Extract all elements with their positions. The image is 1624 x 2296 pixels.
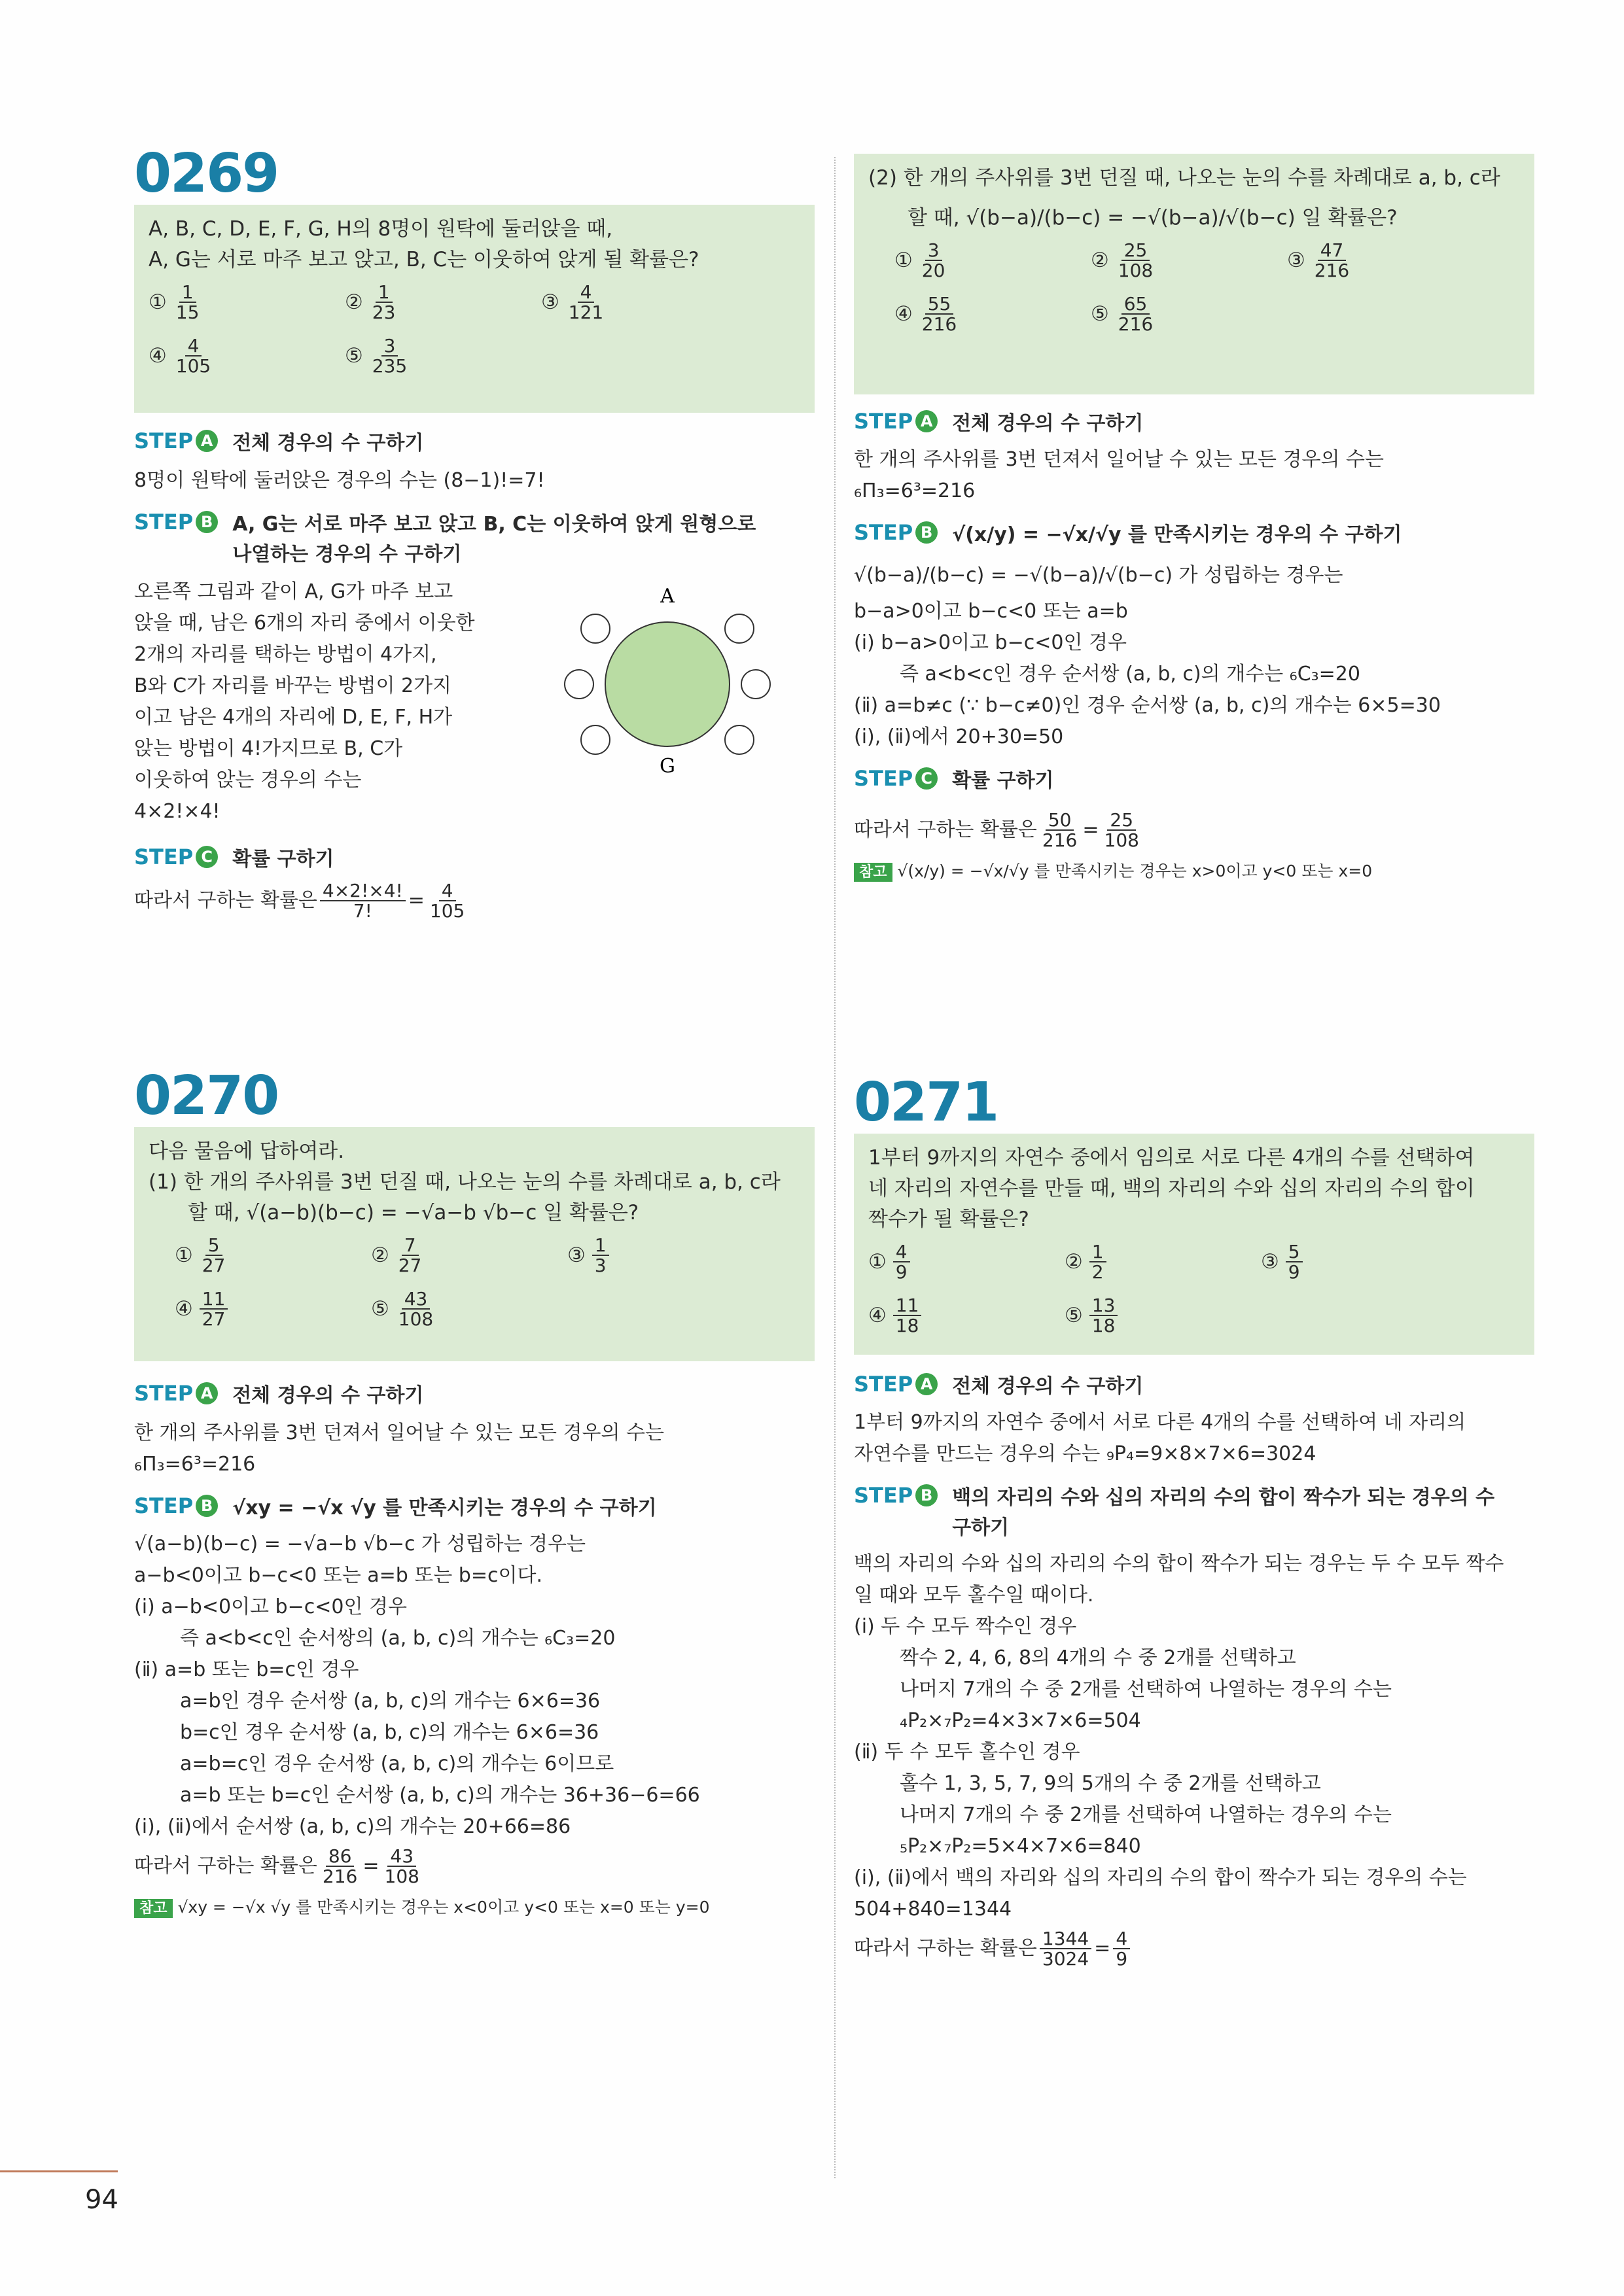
result-line: 따라서 구하는 확률은 $\frac{4\times 2!\times 4!}{7!}$ = $\frac{4}{105}$ bbox=[134, 880, 465, 922]
step-title: 전체 경우의 수 구하기 bbox=[952, 412, 1144, 435]
step-title: 전체 경우의 수 구하기 bbox=[952, 1375, 1144, 1398]
step-body: 앉는 방법이 4!가지므로 B, C가 bbox=[134, 737, 403, 760]
step-body: a−b<0이고 b−c<0 또는 a=b 또는 b=c이다. bbox=[134, 1564, 542, 1587]
note-text: √(x/y) = −√x/√y 를 만족시키는 경우는 x>0이고 y<0 또는 x=0 bbox=[897, 861, 1373, 880]
step-title: 전체 경우의 수 구하기 bbox=[232, 432, 424, 455]
step-title: 백의 자리의 수와 십의 자리의 수의 합이 짝수가 되는 경우의 수 구하기 bbox=[952, 1486, 1495, 1539]
step-title: A, G는 서로 마주 보고 앉고 B, C는 이웃하여 앉게 원형으로 나열하는 경우의 수 구하기 bbox=[232, 513, 756, 566]
step-c-icon: C bbox=[196, 846, 218, 868]
step-c: STEP C 확률 구하기 bbox=[134, 844, 815, 875]
step-body: (ⅱ) a=b 또는 b=c인 경우 bbox=[134, 1658, 359, 1681]
choice-1[interactable]: ① $\frac{5}{27}$ bbox=[175, 1234, 226, 1276]
step-title: √(x/y) = −√x/√y 를 만족시키는 경우의 수 구하기 bbox=[952, 523, 1402, 546]
note-tag: 참고 bbox=[134, 1899, 173, 1918]
seat bbox=[725, 725, 754, 754]
choice-4[interactable]: ④ $\frac{4}{105}$ bbox=[149, 334, 211, 377]
step-body: b=c인 경우 순서쌍 (a, b, c)의 개수는 6×6=36 bbox=[180, 1721, 599, 1744]
problem-0269 bbox=[134, 143, 815, 922]
left-column bbox=[134, 143, 815, 1917]
seat-label-top: A bbox=[660, 585, 675, 608]
note-tag: 참고 bbox=[854, 863, 892, 882]
step-body: 앉을 때, 남은 6개의 자리 중에서 이웃한 bbox=[134, 612, 475, 635]
result-line: 따라서 구하는 확률은 $\frac{50}{216}$ = $\frac{25}{108}$ bbox=[854, 809, 1139, 852]
step-body: 백의 자리의 수와 십의 자리의 수의 합이 짝수가 되는 경우는 두 수 모두 짝수 bbox=[854, 1552, 1504, 1575]
question-box bbox=[854, 154, 1534, 394]
choice-5[interactable]: ⑤ $\frac{3}{235}$ bbox=[345, 334, 408, 377]
step-body: 나머지 7개의 수 중 2개를 선택하여 나열하는 경우의 수는 bbox=[900, 1803, 1392, 1826]
footer-rule bbox=[0, 2170, 118, 2172]
step-body: 즉 a<b<c인 경우 순서쌍 (a, b, c)의 개수는 ₆C₃=20 bbox=[900, 663, 1360, 686]
step-body: (ⅰ), (ⅱ)에서 20+30=50 bbox=[854, 725, 1064, 748]
round-table bbox=[605, 622, 730, 746]
step-c-icon: C bbox=[915, 767, 938, 790]
step-body: ₄P₂×₇P₂=4×3×7×6=504 bbox=[900, 1709, 1141, 1732]
choice-5[interactable]: ⑤ $\frac{43}{108}$ bbox=[371, 1287, 434, 1330]
step-body: 짝수 2, 4, 6, 8의 4개의 수 중 2개를 선택하고 bbox=[900, 1646, 1296, 1669]
step-body: 8명이 원탁에 둘러앉은 경우의 수는 (8−1)!=7! bbox=[134, 469, 545, 492]
question-line: 짝수가 될 확률은? bbox=[868, 1208, 1029, 1231]
seat bbox=[741, 670, 770, 699]
question-line: 다음 물음에 답하여라. bbox=[149, 1139, 345, 1163]
step-a: STEP A 전체 경우의 수 구하기 bbox=[854, 1372, 1534, 1402]
step-b: STEP B 백의 자리의 수와 십의 자리의 수의 합이 짝수가 되는 경우의 수 구하기 bbox=[854, 1483, 1534, 1543]
step-b: STEP B √xy = −√x √y 를 만족시키는 경우의 수 구하기 bbox=[134, 1493, 815, 1523]
question-line: A, G는 서로 마주 보고 앉고, B, C는 이웃하여 앉게 될 확률은? bbox=[149, 248, 699, 271]
step-a: STEP A 전체 경우의 수 구하기 bbox=[134, 428, 815, 459]
right-column bbox=[854, 147, 1534, 1970]
choice-5[interactable]: ⑤ $\frac{65}{216}$ bbox=[1091, 292, 1154, 335]
step-body: (ⅱ) 두 수 모두 홀수인 경우 bbox=[854, 1741, 1080, 1764]
result-line: 따라서 구하는 확률은 $\frac{1344}{3024}$ = $\frac{4}{9}$ bbox=[854, 1929, 1534, 1969]
step-b-icon: B bbox=[915, 1484, 938, 1506]
problem-0271 bbox=[854, 1071, 1534, 1970]
choice-1[interactable]: ① $\frac{1}{15}$ bbox=[149, 281, 200, 323]
step-body: 일 때와 모두 홀수일 때이다. bbox=[854, 1584, 1094, 1607]
question-line: 1부터 9까지의 자연수 중에서 임의로 서로 다른 4개의 수를 선택하여 bbox=[868, 1146, 1475, 1170]
step-body: √(a−b)(b−c) = −√a−b √b−c 가 성립하는 경우는 bbox=[134, 1533, 586, 1556]
step-body: 나머지 7개의 수 중 2개를 선택하여 나열하는 경우의 수는 bbox=[900, 1678, 1392, 1701]
step-body: 홀수 1, 3, 5, 7, 9의 5개의 수 중 2개를 선택하고 bbox=[900, 1772, 1321, 1795]
choice-3[interactable]: ③ $\frac{4}{121}$ bbox=[541, 281, 604, 323]
step-body: 한 개의 주사위를 3번 던져서 일어날 수 있는 모든 경우의 수는 bbox=[854, 448, 1384, 471]
step-a: STEP A 전체 경우의 수 구하기 bbox=[134, 1381, 815, 1411]
step-body: b−a>0이고 b−c<0 또는 a=b bbox=[854, 600, 1128, 623]
seat bbox=[725, 614, 754, 643]
step-body: 4×2!×4! bbox=[134, 800, 221, 823]
step-body: (ⅰ), (ⅱ)에서 백의 자리와 십의 자리의 수의 합이 짝수가 되는 경우의 수는 bbox=[854, 1866, 1467, 1889]
step-body: 오른쪽 그림과 같이 A, G가 마주 보고 bbox=[134, 580, 453, 603]
step-b-icon: B bbox=[915, 521, 938, 544]
choice-3[interactable]: ③ $\frac{5}{9}$ bbox=[1261, 1242, 1457, 1282]
step-body: ₆Π₃=6³=216 bbox=[854, 479, 976, 502]
note bbox=[854, 858, 1534, 886]
choice-3[interactable]: ③ $\frac{1}{3}$ bbox=[567, 1236, 764, 1276]
question-line: 할 때, √(b−a)/(b−c) = −√(b−a)/√(b−c) 일 확률은? bbox=[908, 206, 1398, 230]
choices bbox=[149, 275, 800, 383]
step-a-icon: A bbox=[915, 410, 938, 432]
step-body: a=b인 경우 순서쌍 (a, b, c)의 개수는 6×6=36 bbox=[180, 1690, 601, 1713]
step-title: 확률 구하기 bbox=[232, 848, 334, 871]
step-body: ₆Π₃=6³=216 bbox=[134, 1453, 256, 1476]
choices bbox=[868, 234, 1520, 341]
question-box bbox=[134, 205, 815, 413]
question-box bbox=[854, 1134, 1534, 1355]
problem-number: 0270 bbox=[134, 1065, 279, 1127]
step-body: √(b−a)/(b−c) = −√(b−a)/√(b−c) 가 성립하는 경우는 bbox=[854, 564, 1343, 587]
note bbox=[134, 1894, 815, 1922]
step-body: 504+840=1344 bbox=[854, 1898, 1012, 1921]
step-b: STEP B √(x/y) = −√x/√y 를 만족시키는 경우의 수 구하기 bbox=[854, 520, 1534, 550]
step-a-icon: A bbox=[915, 1373, 938, 1395]
seat bbox=[581, 725, 610, 754]
choice-2[interactable]: ② $\frac{25}{108}$ bbox=[1091, 239, 1154, 281]
step-body: (ⅰ) 두 수 모두 짝수인 경우 bbox=[854, 1615, 1077, 1638]
step-a: STEP A 전체 경우의 수 구하기 bbox=[854, 409, 1534, 439]
step-b-icon: B bbox=[196, 1495, 218, 1517]
step-body: a=b 또는 b=c인 순서쌍 (a, b, c)의 개수는 36+36−6=66 bbox=[180, 1784, 700, 1807]
seat-label-bottom: G bbox=[660, 755, 675, 778]
problem-0270-part2 bbox=[854, 154, 1534, 886]
question-line: (2) 한 개의 주사위를 3번 던질 때, 나오는 눈의 수를 차례대로 a, b, c라 bbox=[868, 166, 1500, 190]
step-b: STEP B A, G는 서로 마주 보고 앉고 B, C는 이웃하여 앉게 원형으로 나열하는 경우의 수 구하기 bbox=[134, 510, 815, 570]
step-c: STEP C 확률 구하기 bbox=[854, 766, 1534, 796]
choice-2[interactable]: ② $\frac{7}{27}$ bbox=[371, 1234, 422, 1276]
page-number: 94 bbox=[85, 2185, 118, 2215]
step-body: 즉 a<b<c인 순서쌍의 (a, b, c)의 개수는 ₆C₃=20 bbox=[180, 1627, 616, 1650]
step-title: 확률 구하기 bbox=[952, 769, 1054, 792]
step-body: (ⅱ) a=b≠c (∵ b−c≠0)인 경우 순서쌍 (a, b, c)의 개수는 6×5=30 bbox=[854, 694, 1441, 717]
seat bbox=[565, 670, 593, 699]
step-body: (ⅰ) b−a>0이고 b−c<0인 경우 bbox=[854, 631, 1127, 654]
step-b-icon: B bbox=[196, 511, 218, 533]
step-body: 한 개의 주사위를 3번 던져서 일어날 수 있는 모든 경우의 수는 bbox=[134, 1421, 664, 1444]
question-box bbox=[134, 1127, 815, 1361]
step-body: (ⅰ) a−b<0이고 b−c<0인 경우 bbox=[134, 1595, 407, 1618]
seat bbox=[581, 614, 610, 643]
question-line: (1) 한 개의 주사위를 3번 던질 때, 나오는 눈의 수를 차례대로 a, b, c라 bbox=[149, 1170, 781, 1194]
choice-2[interactable]: ② $\frac{1}{2}$ bbox=[1065, 1242, 1261, 1282]
choice-1[interactable]: ① $\frac{3}{20}$ bbox=[894, 239, 945, 281]
problem-number: 0271 bbox=[854, 1071, 998, 1134]
choice-4[interactable]: ④ $\frac{11}{27}$ bbox=[175, 1289, 371, 1329]
step-a-icon: A bbox=[196, 430, 218, 452]
choice-5[interactable]: ⑤ $\frac{13}{18}$ bbox=[1065, 1296, 1261, 1336]
column-divider bbox=[834, 157, 836, 2178]
step-b-content bbox=[134, 576, 815, 831]
note-text: √xy = −√x √y 를 만족시키는 경우는 x<0이고 y<0 또는 x=0 또는 y=0 bbox=[177, 1897, 710, 1917]
choice-1[interactable]: ① $\frac{4}{9}$ bbox=[868, 1242, 1065, 1282]
choices bbox=[868, 1235, 1520, 1342]
question-line: 네 자리의 자연수를 만들 때, 백의 자리의 수와 십의 자리의 수의 합이 bbox=[868, 1177, 1475, 1200]
problem-number: 0269 bbox=[134, 143, 279, 205]
choice-4[interactable]: ④ $\frac{55}{216}$ bbox=[894, 292, 957, 335]
choice-3[interactable]: ③ $\frac{47}{216}$ bbox=[1287, 239, 1350, 281]
question-line: A, B, C, D, E, F, G, H의 8명이 원탁에 둘러앉을 때, bbox=[149, 217, 613, 241]
step-a-icon: A bbox=[196, 1382, 218, 1404]
round-table-diagram bbox=[559, 576, 775, 792]
step-body: 이고 남은 4개의 자리에 D, E, F, H가 bbox=[134, 706, 453, 729]
step-body: 1부터 9까지의 자연수 중에서 서로 다른 4개의 수를 선택하여 네 자리의 bbox=[854, 1411, 1466, 1434]
choice-2[interactable]: ② $\frac{1}{23}$ bbox=[345, 281, 396, 323]
step-body: 자연수를 만드는 경우의 수는 ₉P₄=9×8×7×6=3024 bbox=[854, 1442, 1316, 1465]
step-body: 이웃하여 앉는 경우의 수는 bbox=[134, 769, 362, 791]
step-body: 2개의 자리를 택하는 방법이 4가지, bbox=[134, 643, 437, 666]
step-body: a=b=c인 경우 순서쌍 (a, b, c)의 개수는 6이므로 bbox=[180, 1752, 614, 1775]
result-line: 따라서 구하는 확률은 $\frac{86}{216}$ = $\frac{43}{108}$ bbox=[134, 1845, 419, 1888]
step-body: ₅P₂×₇P₂=5×4×7×6=840 bbox=[900, 1835, 1141, 1858]
problem-0270 bbox=[134, 1065, 815, 1922]
step-title: 전체 경우의 수 구하기 bbox=[232, 1384, 424, 1407]
step-title: √xy = −√x √y 를 만족시키는 경우의 수 구하기 bbox=[232, 1497, 657, 1520]
question-line: 할 때, √(a−b)(b−c) = −√a−b √b−c 일 확률은? bbox=[188, 1201, 639, 1225]
choice-4[interactable]: ④ $\frac{11}{18}$ bbox=[868, 1296, 1065, 1336]
choices bbox=[149, 1228, 800, 1336]
step-body: B와 C가 자리를 바꾸는 방법이 2가지 bbox=[134, 674, 452, 697]
step-body: (ⅰ), (ⅱ)에서 순서쌍 (a, b, c)의 개수는 20+66=86 bbox=[134, 1815, 571, 1838]
